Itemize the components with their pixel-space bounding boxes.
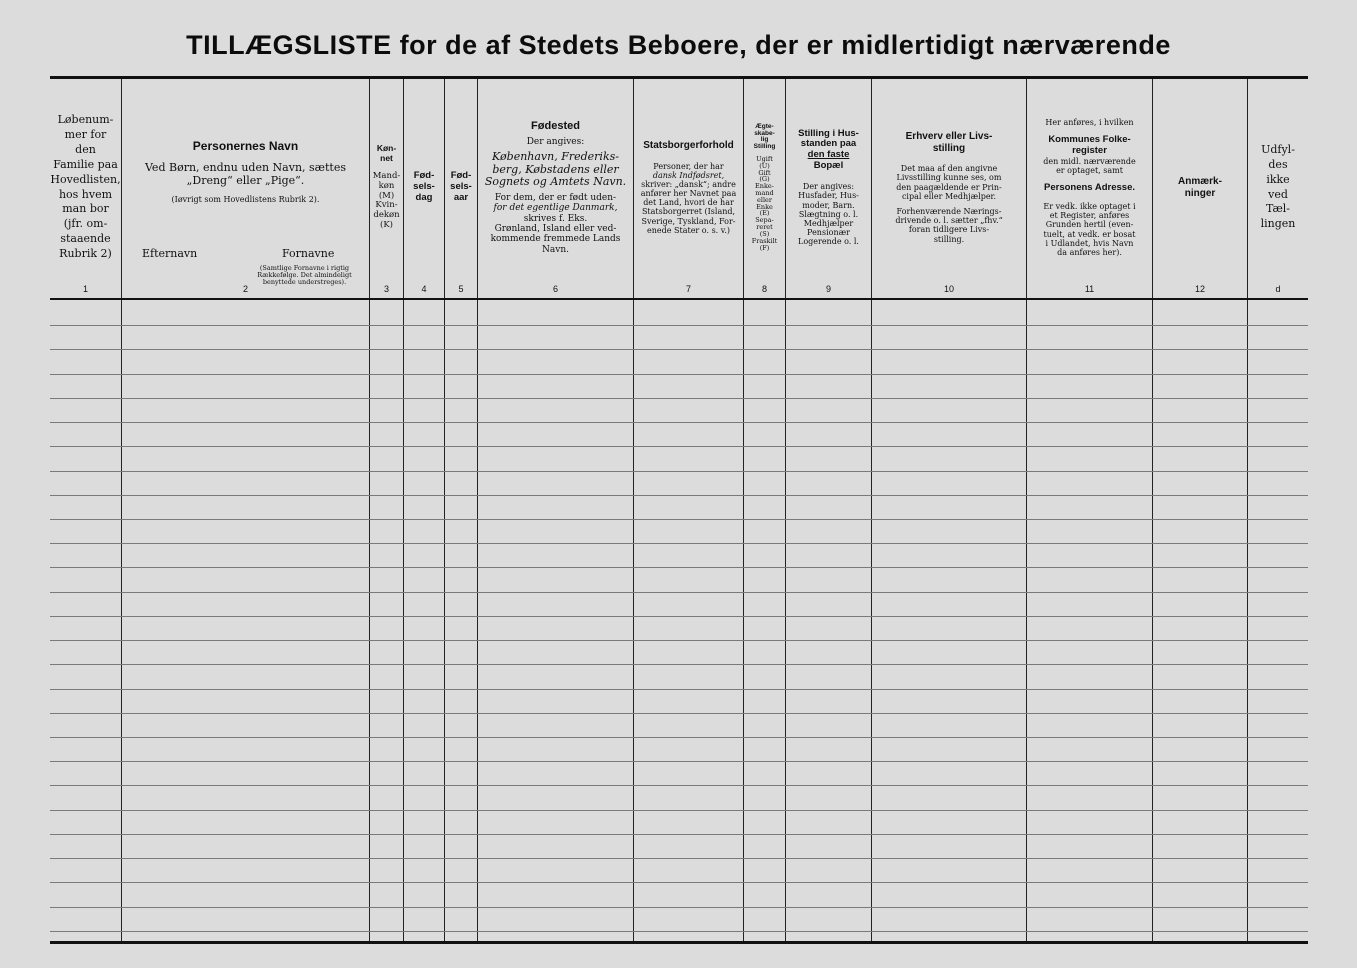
header-title: Statsborgerforhold [643,140,734,151]
header-title: dag [415,191,433,203]
header-line: dansk Indfødsret, [652,170,725,180]
entry-row-line [50,689,1308,690]
header-line: det Land, hvori de har [643,198,734,208]
header-line: tuelt, at vedk. er bosat [1043,229,1136,239]
header-line: hos hvem [58,187,113,201]
header-line: lingen [1260,217,1296,231]
header-line: Fraskilt [751,236,778,245]
form-title: TILLÆGSLISTE for de af Stedets Beboere, der er midlertidigt nærværende [186,30,1171,60]
header-title: Fød- [413,170,435,182]
header-not-filled [1248,85,1308,290]
header-line: (S) [759,229,770,238]
header-title: Køn- [376,143,397,154]
header-title: den faste [807,149,850,161]
header-line: „Dreng“ eller „Pige“. [186,174,305,187]
entry-row-line [50,495,1308,496]
header-birth-year [445,85,477,290]
header-title: net [380,153,393,164]
entry-row-line [50,737,1308,738]
entry-row-line [50,858,1308,859]
entry-row-line [50,640,1308,641]
header-title: Stilling i Hus- [798,127,859,139]
header-remarks [1153,85,1247,290]
header-title: sels- [413,181,435,193]
header-line: For dem, der er født uden- [494,192,617,203]
entry-row-line [50,907,1308,908]
column-birth-day [404,79,445,941]
entry-row-line [50,374,1308,375]
header-title: Stilling [753,143,776,151]
header-line: (jfr. om- [63,217,108,231]
header-line: eller [757,195,772,204]
header-line: kommende fremmede Lands [490,234,621,245]
header-line: er optaget, samt [1056,165,1123,175]
header-title: Kommunes Folke- [1048,133,1131,145]
header-line: Navn. [542,244,569,255]
header-line: Slægtning o. l. [798,209,859,219]
entry-row-line [50,834,1308,835]
column-citizenship [634,79,744,941]
entry-row-line [50,664,1308,665]
header-title: Fødested [531,120,580,133]
header-title: stilling [932,142,966,154]
header-line: (M) [378,190,395,201]
header-line: Sepa- [755,216,774,225]
header-line: Løbenum- [57,113,114,127]
column-not-filled [1248,79,1308,941]
header-line: Personer, der har [653,161,724,171]
column-number: 6 [552,284,558,294]
header-line: des [1268,157,1288,171]
header-title: Ægte- [755,122,774,130]
column-household-position [786,79,872,941]
entry-row-line [50,761,1308,762]
entry-row-line [50,810,1308,811]
header-line: skrives f. Eks. [523,213,588,224]
entry-row-line [50,398,1308,399]
column-birthplace [478,79,634,941]
header-line: (Iøvrigt som Hovedlistens Rubrik 2). [171,195,320,204]
header-title: register [1072,144,1107,156]
header-line: (U) [759,161,770,170]
header-line: cipal eller Medhjælper. [901,191,997,201]
header-title: Erhverv eller Livs- [905,131,993,143]
entry-row-line [50,785,1308,786]
header-line: (K) [380,219,393,230]
header-line: Rubrik 2) [59,246,112,260]
header-line: Ugift [756,154,773,163]
header-line: berg, Købstadens eller [492,162,619,176]
entry-row-line [50,471,1308,472]
column-number: 1 [82,284,88,294]
fornavne-note: (Samtlige Fornavne i rigtig Rækkefølge. Det almindeligt benyttede understreges). [257,263,352,286]
header-line: Gift [758,168,771,177]
header-line: Grønland, Island eller ved- [494,223,617,234]
header-line: Medhjælper [803,218,854,228]
entry-row-line [50,325,1308,326]
header-line: Kvin- [375,200,398,211]
entry-row-line [50,349,1308,350]
entry-row-line [50,713,1308,714]
header-line: Her anføres, i hvilken [1045,117,1134,127]
column-number: 5 [458,284,464,294]
entry-row-line [50,592,1308,593]
header-title: Personens Adresse. [1044,182,1135,194]
column-sex [370,79,404,941]
entry-row-line [50,931,1308,932]
header-title: sels- [450,181,472,193]
column-number: 7 [685,284,691,294]
column-register-address [1027,79,1153,941]
header-title: Anmærk- [1178,176,1222,187]
column-birth-year [445,79,478,941]
header-line: Ved Børn, endnu uden Navn, sættes [145,161,346,174]
header-line: stilling. [933,234,965,244]
header-line: mer for den [64,128,107,156]
column-marital-status [744,79,786,941]
header-line: drivende o. l. sætter „fhv.“ [895,216,1003,226]
header-line: Logerende o. l. [798,237,859,247]
header-line: da anføres her). [1057,248,1122,258]
entry-row-line [50,422,1308,423]
column-number: 10 [943,284,954,294]
header-line: Der angives: [802,182,855,192]
header-line: for det egentlige Danmark, [493,203,618,214]
column-number: 9 [825,284,831,294]
header-separator [50,298,1308,300]
entry-row-line [50,616,1308,617]
header-line: Der angives: [526,136,585,147]
header-line: køn [378,180,395,191]
header-birth-day [404,85,444,290]
entry-row-line [50,543,1308,544]
header-line: enede Stater o. s. v.) [647,225,730,235]
header-title: Bopæl [813,160,844,172]
column-number: d [1275,284,1281,294]
header-family-number [50,85,121,290]
header-line: ved [1268,187,1288,201]
header-line: den midl. nærværende [1043,156,1136,166]
header-line: Grunden hertil (even- [1045,220,1134,230]
header-marital-status [744,85,785,290]
column-number: 8 [761,284,767,294]
header-title: skabe- [754,129,775,137]
header-line: Mand- [372,170,401,181]
header-line: Tæl- [1265,202,1291,216]
header-line: Hovedlisten, [50,172,121,186]
header-line: Statsborgerret (Island, [641,207,736,217]
header-title: Personernes Navn [192,139,299,153]
header-line: anfører her Navnet paa [640,189,737,199]
header-line: Forhenværende Nærings- [896,207,1002,216]
header-line: Husfader, Hus- [798,191,859,201]
header-title: lig [760,136,769,144]
column-number: 12 [1194,284,1205,294]
entry-row-line [50,882,1308,883]
census-table [50,76,1308,944]
header-line: den paagældende er Prin- [896,182,1002,192]
header-household-position [786,85,871,290]
header-line: dekøn [373,210,400,221]
header-citizenship [634,85,743,290]
entry-row-line [50,567,1308,568]
header-line: Enke [756,202,773,211]
header-line: et Register, anføres [1049,211,1130,221]
header-line: Pensionær [807,228,850,238]
header-line: (E) [759,209,770,218]
header-title: Fød- [450,170,472,182]
column-family-number [50,79,122,941]
header-line: Enke- [755,182,774,191]
header-line: (F) [759,243,770,252]
header-line: ikke [1266,172,1290,186]
header-line: Det maa af den angivne [900,164,998,174]
header-person-name [122,85,369,290]
header-line: i Udlandet, hvis Navn [1045,238,1134,248]
header-title: ninger [1184,187,1216,199]
header-line: Livsstilling kunne ses, om [896,173,1002,183]
column-occupation [872,79,1027,941]
column-number: 11 [1084,284,1095,294]
column-remarks [1153,79,1248,941]
header-title: aar [453,191,469,203]
fornavne-label: Fornavne [282,247,335,260]
header-line: skriver: „dansk“; andre [641,179,736,189]
header-line: Familie paa [53,157,118,171]
header-occupation [872,85,1026,290]
entry-row-line [50,519,1308,520]
header-line: staaende [60,232,111,246]
header-register-address [1027,85,1152,290]
header-line: Sognets og Amtets Navn. [484,175,627,189]
header-line: man bor [62,202,109,216]
header-line: reret [756,223,773,232]
entry-row-line [50,446,1308,447]
column-person-name [122,79,370,941]
header-title: standen paa [800,138,857,150]
column-number: 4 [421,284,427,294]
header-birthplace [478,85,633,290]
header-line: Sverige, Tyskland, For- [641,216,736,226]
header-line: (G) [759,175,770,184]
header-line: foran tidligere Livs- [908,225,990,235]
header-line: Er vedk. ikke optaget i [1043,202,1136,212]
column-number: 2 [242,284,248,294]
efternavn-label: Efternavn [142,247,198,260]
header-sex [370,85,403,290]
header-line: moder, Barn. [802,200,855,210]
header-line: København, Frederiks- [492,150,619,163]
header-line: Udfyl- [1261,142,1295,156]
header-line: mand [755,189,774,197]
column-number: 3 [383,284,389,294]
